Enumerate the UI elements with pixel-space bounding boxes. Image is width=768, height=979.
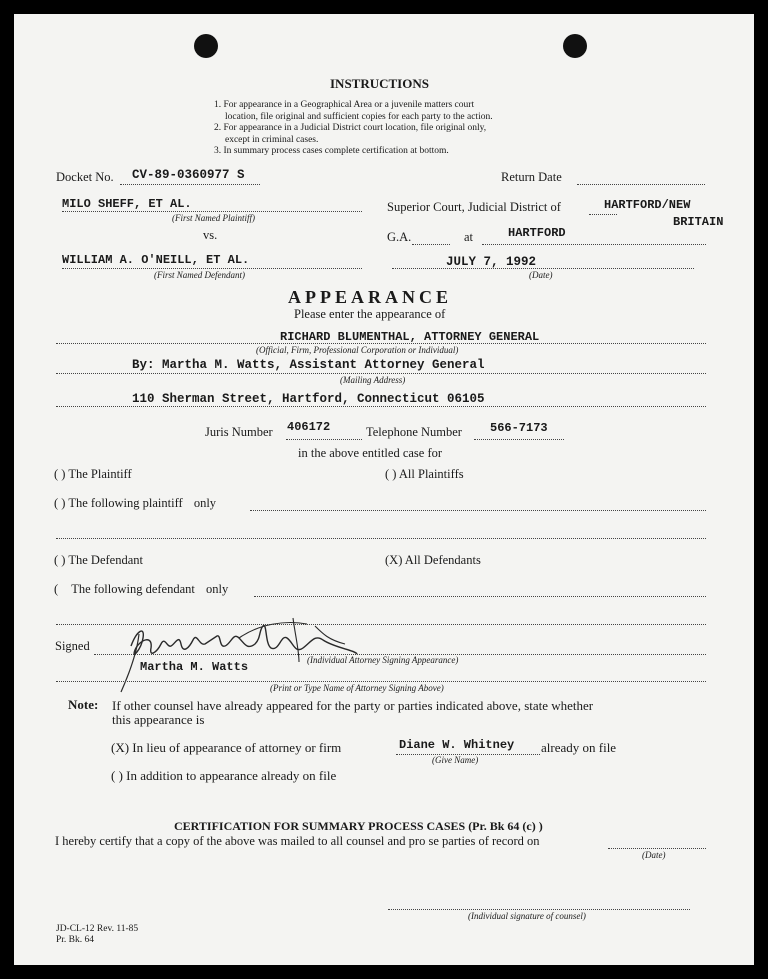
instruction-line: 2. For appearance in a Judicial District court location, file original only, <box>214 123 487 133</box>
official-value: RICHARD BLUMENTHAL, ATTORNEY GENERAL <box>280 330 540 344</box>
form-id-line: JD-CL-12 Rev. 11-85 <box>56 924 139 934</box>
certification-text: I hereby certify that a copy of the above was mailed to all counsel and pro se parties of record on <box>55 834 540 848</box>
note-text-line1: If other counsel have already appeared for the party or parties indicated above, state whether <box>112 698 594 713</box>
vs-label: vs. <box>203 228 218 242</box>
option-label: The following plaintiff <box>68 496 183 510</box>
official-caption: (Official, Firm, Professional Corporation or Individual) <box>256 345 459 355</box>
date-caption: (Date) <box>529 270 553 280</box>
docket-label: Docket No. <box>56 170 114 184</box>
ga-location-line <box>482 244 706 245</box>
option-label: The Defendant <box>68 553 143 567</box>
appearance-title: APPEARANCE <box>288 287 452 307</box>
checkbox-checked[interactable]: (X) <box>385 553 403 567</box>
form-id-line: Pr. Bk. 64 <box>56 935 95 945</box>
address-value: 110 Sherman Street, Hartford, Connecticut 06105 <box>132 392 485 406</box>
checkbox[interactable]: ( ) <box>385 467 397 481</box>
in-lieu-name-value: Diane W. Whitney <box>399 738 515 752</box>
certification-date-caption: (Date) <box>642 850 666 860</box>
option-following-plaintiff[interactable] <box>54 496 216 511</box>
checkbox[interactable]: ( ) <box>54 553 66 567</box>
return-date-line <box>577 184 705 185</box>
signed-label: Signed <box>55 639 90 653</box>
mailing-caption: (Mailing Address) <box>340 375 406 385</box>
typed-name-line <box>56 681 706 682</box>
instruction-line: 3. In summary process cases complete certification at bottom. <box>214 146 449 156</box>
instruction-line: except in criminal cases. <box>225 134 319 145</box>
in-lieu-suffix: already on file <box>541 740 617 755</box>
instructions-title: INSTRUCTIONS <box>330 76 429 91</box>
date-line <box>392 268 694 269</box>
checkbox[interactable]: ( ) <box>111 768 123 783</box>
give-name-caption: (Give Name) <box>432 755 479 765</box>
court-value-line1: HARTFORD/NEW <box>604 198 691 212</box>
certification-sig-caption: (Individual signature of counsel) <box>468 911 586 921</box>
plaintiff-value: MILO SHEFF, ET AL. <box>62 197 192 211</box>
defendant-line <box>62 268 362 269</box>
certification-date-line[interactable] <box>608 848 706 849</box>
court-line <box>589 214 617 215</box>
punch-hole-left <box>194 34 218 58</box>
ga-value: HARTFORD <box>508 226 566 240</box>
instructions-list <box>214 100 493 158</box>
signature-caption: (Individual Attorney Signing Appearance) <box>307 655 459 665</box>
punch-hole-right <box>563 34 587 58</box>
plaintiff-line <box>62 211 362 212</box>
by-line-value: By: Martha M. Watts, Assistant Attorney General <box>132 358 485 372</box>
option-label: All Plaintiffs <box>398 467 464 481</box>
ga-at-label: at <box>464 230 474 244</box>
juris-label: Juris Number <box>205 425 273 439</box>
defendant-value: WILLIAM A. O'NEILL, ET AL. <box>62 253 250 267</box>
docket-value: CV-89-0360977 S <box>132 168 245 182</box>
following-plaintiff-line[interactable] <box>250 510 706 511</box>
form-id <box>56 924 138 946</box>
return-date-label: Return Date <box>501 170 562 184</box>
ga-line <box>412 244 450 245</box>
appearance-subtitle: Please enter the appearance of <box>294 307 446 321</box>
phone-label: Telephone Number <box>366 425 462 439</box>
option-label: In lieu of appearance of attorney or firm <box>132 740 342 755</box>
address-line <box>56 406 706 407</box>
by-line <box>56 373 706 374</box>
typed-name-caption: (Print or Type Name of Attorney Signing Above) <box>270 683 444 693</box>
option-in-lieu[interactable] <box>111 740 341 756</box>
option-suffix: only <box>206 582 229 596</box>
instruction-line: location, file original and sufficient copies for each party to the action. <box>225 111 493 122</box>
option-the-plaintiff[interactable] <box>54 467 132 482</box>
option-all-plaintiffs[interactable] <box>385 467 464 482</box>
option-label: The Plaintiff <box>68 467 132 481</box>
option-in-addition[interactable] <box>111 768 336 784</box>
juris-value: 406172 <box>287 420 331 434</box>
juris-line <box>286 439 362 440</box>
following-plaintiff-line-2[interactable] <box>56 538 706 539</box>
option-suffix: only <box>193 496 217 510</box>
following-defendant-line[interactable] <box>254 596 706 597</box>
option-label: In addition to appearance already on file <box>126 768 337 783</box>
option-all-defendants[interactable] <box>385 553 481 568</box>
phone-line <box>474 439 564 440</box>
document-page <box>14 14 754 965</box>
note-label: Note: <box>68 697 99 712</box>
checkbox[interactable]: ( <box>54 582 59 596</box>
option-label: All Defendants <box>404 553 481 567</box>
phone-value: 566-7173 <box>490 421 548 435</box>
checkbox[interactable]: ( ) <box>54 496 66 510</box>
note-text-line2: this appearance is <box>112 712 205 727</box>
plaintiff-caption: (First Named Plaintiff) <box>172 213 255 223</box>
court-value-line2: BRITAIN <box>673 215 724 229</box>
checkbox[interactable]: ( ) <box>54 467 66 481</box>
ga-label: G.A. <box>387 230 412 244</box>
docket-line <box>120 184 260 185</box>
court-label: Superior Court, Judicial District of <box>387 200 561 214</box>
instruction-line: 1. For appearance in a Geographical Area or a juvenile matters court <box>214 100 475 110</box>
defendant-caption: (First Named Defendant) <box>154 270 245 280</box>
option-label: The following defendant <box>71 582 195 596</box>
option-following-defendant[interactable] <box>54 582 228 597</box>
option-the-defendant[interactable] <box>54 553 143 568</box>
case-for-label: in the above entitled case for <box>298 446 443 460</box>
date-value: JULY 7, 1992 <box>446 255 537 269</box>
checkbox-checked[interactable]: (X) <box>111 740 130 755</box>
typed-name-value: Martha M. Watts <box>140 660 249 674</box>
certification-title: CERTIFICATION FOR SUMMARY PROCESS CASES (Pr. Bk 64 (c) ) <box>174 819 543 833</box>
certification-signature-line[interactable] <box>388 909 690 910</box>
